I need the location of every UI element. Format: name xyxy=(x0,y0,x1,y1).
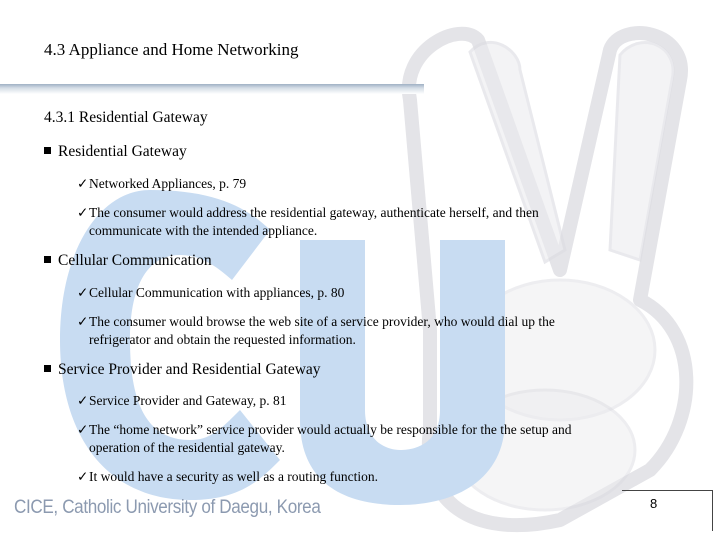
page-number-frame xyxy=(622,490,713,531)
list-item: ✓The consumer would browse the web site of a service provider, who would dial up the refrigerator and obtain the requested information. xyxy=(77,314,555,347)
square-bullet-icon xyxy=(44,365,51,372)
square-bullet-icon xyxy=(44,256,51,263)
list-item: ✓It would have a security as well as a routing function. xyxy=(77,469,379,484)
list-item: ✓Networked Appliances, p. 79 xyxy=(77,176,247,191)
check-icon: ✓ xyxy=(77,393,89,408)
check-icon: ✓ xyxy=(77,285,89,300)
page-number: 8 xyxy=(650,496,658,511)
section-subtitle: 4.3.1 Residential Gateway xyxy=(44,109,208,126)
check-icon: ✓ xyxy=(77,422,89,437)
footer-institution: CICE, Catholic University of Daegu, Korea xyxy=(14,497,321,518)
square-bullet-icon xyxy=(44,147,51,154)
list-item: ✓The “home network” service provider would actually be responsible for the the setup and operation of the residential gateway. xyxy=(77,422,572,455)
list-item: ✓Cellular Communication with appliances, p. 80 xyxy=(77,285,345,300)
bullet-cellular-communication: Cellular Communication xyxy=(44,252,212,270)
title-divider xyxy=(0,84,424,94)
check-icon: ✓ xyxy=(77,469,89,484)
check-icon: ✓ xyxy=(77,205,89,220)
check-icon: ✓ xyxy=(77,314,89,329)
bullet-residential-gateway: Residential Gateway xyxy=(44,143,187,161)
bullet-service-provider: Service Provider and Residential Gateway xyxy=(44,361,321,379)
list-item: ✓Service Provider and Gateway, p. 81 xyxy=(77,393,287,408)
list-item: ✓The consumer would address the residential gateway, authenticate herself, and then communicate with the intended appliance. xyxy=(77,205,539,238)
check-icon: ✓ xyxy=(77,176,89,191)
slide-title: 4.3 Appliance and Home Networking xyxy=(44,40,299,59)
